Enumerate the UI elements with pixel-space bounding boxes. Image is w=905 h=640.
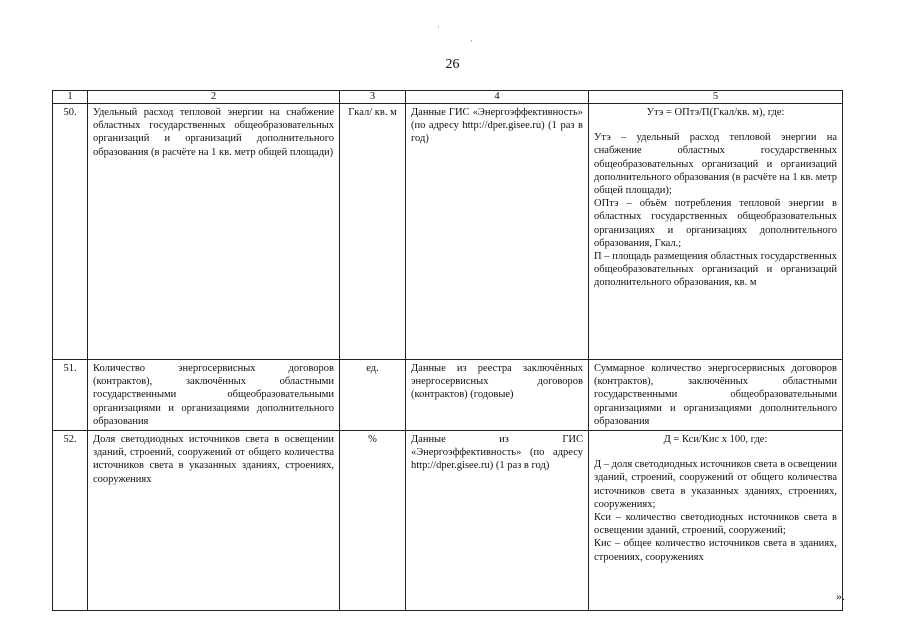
indicator-name: Доля светодиодных источников света в освещении зданий, строений, сооружений от общего количества источников света в указанных зданиях, строениях, сооружениях bbox=[88, 431, 340, 611]
data-source-cell: Данные ГИС «Энергоэффективность» (по адресу http://dper.gisee.ru) (1 раз в год) bbox=[406, 104, 589, 360]
formula-cell bbox=[589, 104, 843, 360]
formula-heading: Д = Кси/Кис х 100, где: bbox=[663, 434, 768, 446]
table-row bbox=[53, 104, 843, 360]
column-header: 2 bbox=[88, 91, 340, 104]
scan-dot: · bbox=[437, 22, 440, 32]
indicator-table bbox=[52, 90, 843, 611]
formula-heading: Утэ = ОПтэ/П(Гкал/кв. м), где: bbox=[646, 107, 785, 118]
formula-definition: Д – доля светодиодных источников света в освещении зданий, строений, сооружений от общего количества источников света в указанных зданиях, строениях, сооружениях; bbox=[594, 459, 837, 510]
column-header: 1 bbox=[53, 91, 88, 104]
table-row bbox=[53, 360, 843, 431]
formula-definition: П – площадь размещения областных государственных общеобразовательных организаций и организаций дополнительного образования, кв. м bbox=[594, 251, 837, 289]
row-number: 52. bbox=[53, 431, 88, 611]
formula-definition: ОПтэ – объём потребления тепловой энергии в областных государственных общеобразовательных организациях и организациях дополнительного образования, Гкал.; bbox=[594, 198, 837, 249]
table-row bbox=[53, 431, 843, 611]
unit-cell: Гкал/ кв. м bbox=[340, 104, 406, 360]
page-number: 26 bbox=[445, 57, 460, 72]
indicator-name: Количество энергосервисных договоров (контрактов), заключённых областными государственными общеобразовательными организациями и организациями дополнительного образования bbox=[88, 360, 340, 431]
formula-definition: Суммарное количество энергосервисных договоров (контрактов), заключённых областными государственными общеобразовательными организациями и организациями дополнительного образования bbox=[594, 363, 837, 427]
scan-dot: · bbox=[470, 36, 473, 46]
formula-definition: Кси – количество светодиодных источников света в освещении зданий, строений, сооружений; bbox=[594, 512, 837, 537]
row-number: 50. bbox=[53, 104, 88, 360]
data-source-cell: Данные из реестра заключённых энергосервисных договоров (контрактов) (годовые) bbox=[406, 360, 589, 431]
column-header: 4 bbox=[406, 91, 589, 104]
formula-definition: Утэ – удельный расход тепловой энергии на снабжение областных государственных общеобразовательных организаций и организаций дополнительного образования (в расчёте на 1 кв. метр общей площади); bbox=[594, 132, 837, 197]
formula-definition: Кис – общее количество источников света в зданиях, строениях, сооружениях bbox=[594, 538, 837, 563]
data-source-cell: Данные из ГИС «Энергоэффективность» (по адресу http://dper.gisee.ru) (1 раз в год) bbox=[406, 431, 589, 611]
closing-quote-mark: ». bbox=[836, 589, 845, 603]
column-header: 5 bbox=[589, 91, 843, 104]
row-number: 51. bbox=[53, 360, 88, 431]
column-header: 3 bbox=[340, 91, 406, 104]
formula-cell bbox=[589, 360, 843, 431]
formula-cell bbox=[589, 431, 843, 611]
unit-cell: ед. bbox=[340, 360, 406, 431]
unit-cell: % bbox=[340, 431, 406, 611]
table-header-row bbox=[53, 91, 843, 104]
indicator-name: Удельный расход тепловой энергии на снабжение областных государственных общеобразовательных организаций и организаций дополнительного образования (в расчёте на 1 кв. метр общей площади) bbox=[88, 104, 340, 360]
